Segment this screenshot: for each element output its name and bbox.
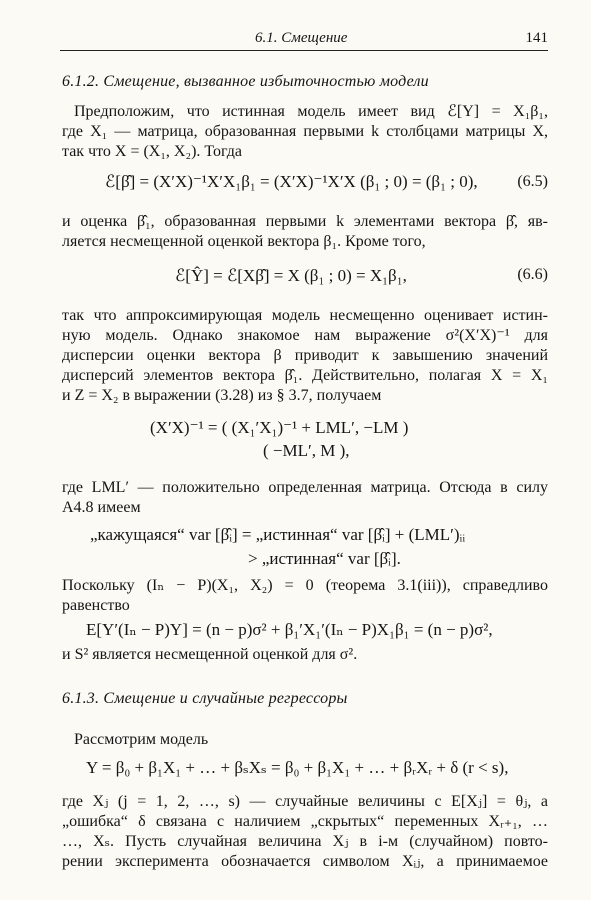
paragraph-line: Предположим, что истинная модель имеет вид ℰ[Y] = X₁β₁, bbox=[74, 103, 548, 120]
paragraph-line: ляется несмещенной оценкой вектора β₁. Кроме того, bbox=[62, 233, 426, 250]
paragraph-line: и оценка β̂₁, образованная первыми k элементами вектора β̂, яв- bbox=[62, 213, 548, 230]
paragraph-line: „ошибка“ δ связана с наличием „скрытых“ переменных Xᵣ₊₁, … bbox=[62, 813, 548, 830]
page-header bbox=[60, 30, 548, 51]
equation-variance-line-2: > „истинная“ var [β̂ᵢ]. bbox=[248, 549, 401, 568]
paragraph-line: где X₁ — матрица, образованная первыми k столбцами матрицы X, bbox=[62, 123, 548, 140]
running-title: 6.1. Смещение bbox=[255, 30, 348, 46]
paragraph-line: Поскольку (Iₙ − P)(X₁, X₂) = 0 (теорема 3.1(iii)), справедливо bbox=[62, 577, 548, 594]
equation-variance-line-1: „кажущаяся“ var [β̂ᵢ] = „истинная“ var [β̂ᵢ] + (LML′)ᵢᵢ bbox=[90, 525, 466, 544]
equation-expectation: E[Y′(Iₙ − P)Y] = (n − p)σ² + β₁′X₁′(Iₙ − P)X₁β₁ = (n − p)σ², bbox=[86, 620, 493, 639]
section-title-6-1-3: 6.1.3. Смещение и случайные регрессоры bbox=[62, 690, 348, 707]
page-number: 141 bbox=[525, 30, 548, 46]
paragraph-line: …, Xₛ. Пусть случайная величина Xⱼ в i-м (случайном) повто- bbox=[62, 833, 548, 850]
paragraph-line: равенство bbox=[62, 597, 130, 614]
paragraph-line: так что X = (X₁, X₂). Тогда bbox=[62, 143, 242, 160]
paragraph-line: дисперсий элементов вектора β̂₁. Действительно, полагая X = X₁ bbox=[62, 367, 548, 384]
paragraph-line: где Xⱼ (j = 1, 2, …, s) — случайные величины с E[Xⱼ] = θⱼ, а bbox=[62, 793, 548, 810]
equation-model: Y = β₀ + β₁X₁ + … + βₛXₛ = β₀ + β₁X₁ + … + βᵣXᵣ + δ (r < s), bbox=[86, 758, 509, 777]
equation-number-6-5: (6.5) bbox=[517, 173, 548, 190]
equation-inverse-line-2: ( −ML′, M ), bbox=[263, 441, 350, 460]
equation-inverse-line-1: (X′X)⁻¹ = ( (X₁′X₁)⁻¹ + LML′, −LM ) bbox=[150, 418, 409, 437]
equation-6-6: ℰ[Ŷ] = ℰ[Xβ̂] = X (β₁ ; 0) = X₁β₁, bbox=[175, 266, 407, 285]
paragraph-line: так что аппроксимирующая модель несмещенно оценивает истин- bbox=[62, 307, 548, 324]
paragraph-line: A4.8 имеем bbox=[62, 499, 141, 516]
section-title-6-1-2: 6.1.2. Смещение, вызванное избыточностью модели bbox=[62, 73, 429, 90]
paragraph-line: где LML′ — положительно определенная матрица. Отсюда в силу bbox=[62, 479, 548, 496]
paragraph-line: Рассмотрим модель bbox=[74, 731, 209, 748]
paragraph-line: дисперсии оценки вектора β приводит к завышению значений bbox=[62, 347, 548, 364]
paragraph-line: и Z = X₂ в выражении (3.28) из § 3.7, получаем bbox=[62, 387, 382, 404]
paragraph-line: рении эксперимента обозначается символом Xᵢⱼ, а принимаемое bbox=[62, 853, 548, 870]
paragraph-line: и S² является несмещенной оценкой для σ². bbox=[62, 646, 358, 663]
equation-6-5: ℰ[β̂] = (X′X)⁻¹X′X₁β₁ = (X′X)⁻¹X′X (β₁ ; 0) = (β₁ ; 0), bbox=[105, 172, 478, 191]
equation-number-6-6: (6.6) bbox=[517, 266, 548, 283]
paragraph-line: ную модель. Однако знакомое нам выражение σ²(X′X)⁻¹ для bbox=[62, 327, 548, 344]
